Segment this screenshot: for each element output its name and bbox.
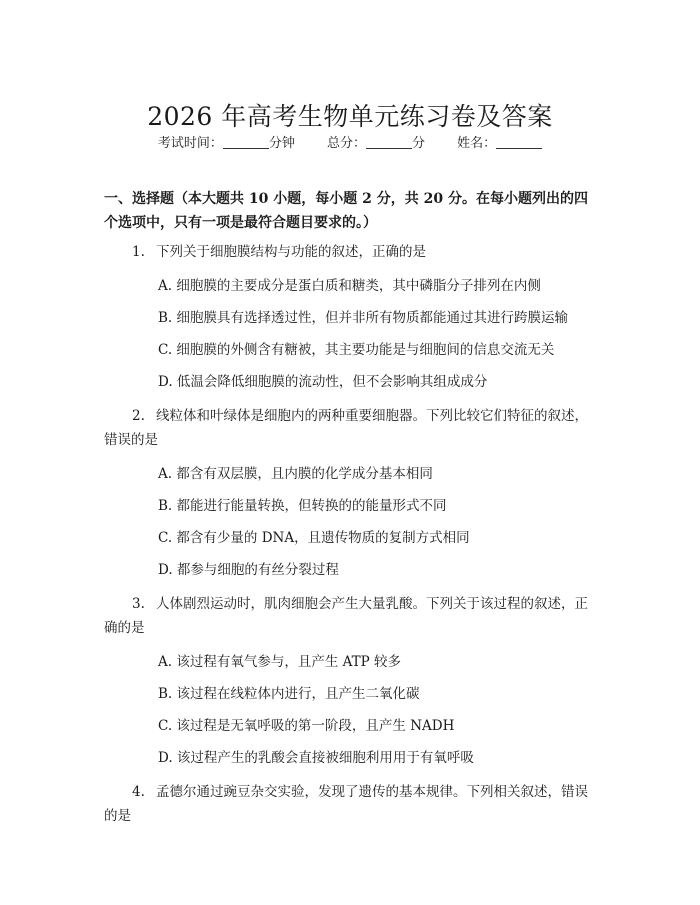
exam-time-unit: 分钟 [268, 136, 295, 151]
question-4 [104, 780, 600, 828]
option-a: A. 细胞膜的主要成分是蛋白质和糖类，其中磷脂分子排列在内侧 [158, 278, 541, 294]
option-a: A. 该过程有氧气参与，且产生 ATP 较多 [158, 654, 402, 670]
exam-info-line [0, 132, 700, 151]
name-label: 姓名： [457, 136, 497, 151]
name-blank [496, 136, 542, 149]
option-c: C. 都含有少量的 DNA，且遗传物质的复制方式相同 [158, 530, 470, 546]
question-1 [104, 240, 600, 392]
page-title: 2026 年高考生物单元练习卷及答案 [147, 101, 553, 131]
section-heading: 一、选择题（本大题共 10 小题，每小题 2 分，共 20 分。在每小题列出的四个选项中，只有一项是最符合题目要求的。） [104, 191, 588, 231]
question-3 [104, 592, 600, 768]
question-stem [104, 780, 600, 828]
question-text: 线粒体和叶绿体是细胞内的两种重要细胞器。下列比较它们特征的叙述，错误的是 [104, 408, 588, 448]
question-number: 4. [132, 784, 145, 800]
exam-time-label: 考试时间： [157, 136, 223, 151]
question-text: 人体剧烈运动时，肌肉细胞会产生大量乳酸。下列关于该过程的叙述，正确的是 [104, 596, 588, 636]
option-c: C. 细胞膜的外侧含有糖被，其主要功能是与细胞间的信息交流无关 [158, 342, 555, 358]
exam-time-field [158, 136, 299, 151]
question-number: 1. [132, 244, 145, 260]
option-b: B. 细胞膜具有选择透过性，但并非所有物质都能通过其进行跨膜运输 [158, 310, 569, 326]
question-stem [104, 240, 600, 264]
question-text: 孟德尔通过豌豆杂交实验，发现了遗传的基本规律。下列相关叙述，错误的是 [104, 784, 588, 824]
option-b: B. 都能进行能量转换，但转换的的能量形式不同 [158, 498, 447, 514]
option-d: D. 都参与细胞的有丝分裂过程 [158, 562, 339, 578]
question-number: 2. [132, 408, 145, 424]
option-b: B. 该过程在线粒体内进行，且产生二氧化碳 [158, 686, 420, 702]
name-field [457, 136, 542, 151]
exam-time-blank [223, 136, 269, 149]
question-list [104, 240, 600, 840]
total-score-unit: 分 [412, 136, 426, 151]
question-text: 下列关于细胞膜结构与功能的叙述，正确的是 [156, 244, 426, 260]
question-2 [104, 404, 600, 580]
total-score-label: 总分： [326, 136, 366, 151]
option-a: A. 都含有双层膜，且内膜的化学成分基本相同 [158, 466, 433, 482]
total-score-blank [366, 136, 412, 149]
option-d: D. 低温会降低细胞膜的流动性，但不会影响其组成成分 [158, 374, 488, 390]
question-stem [104, 592, 600, 640]
question-stem [104, 404, 600, 452]
option-d: D. 该过程产生的乳酸会直接被细胞利用用于有氧呼吸 [158, 750, 474, 766]
total-score-field [327, 136, 429, 151]
option-c: C. 该过程是无氧呼吸的第一阶段，且产生 NADH [158, 718, 455, 734]
question-number: 3. [132, 596, 145, 612]
